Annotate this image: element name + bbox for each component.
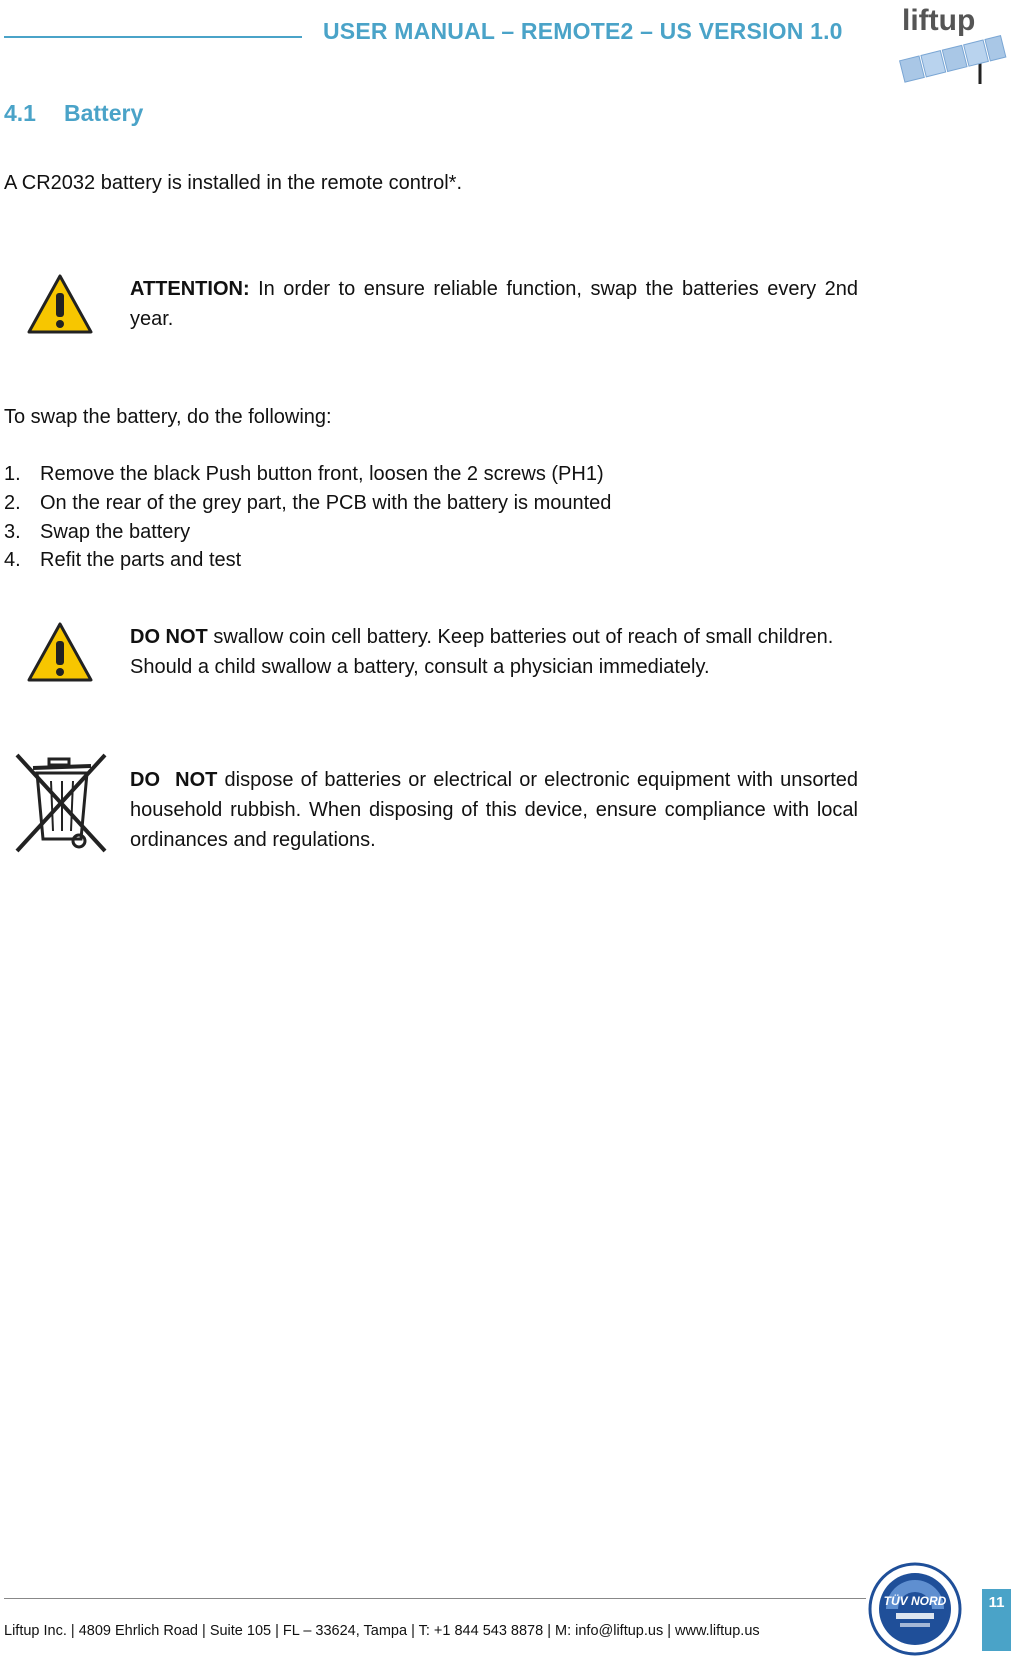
dispose-text: dispose of batteries or electrical or electronic equipment with unsorted household rubbish. When disposing of this device, ensure compliance with local ordinances and regulations. <box>130 769 859 851</box>
disposal-note <box>130 765 858 855</box>
intro-paragraph: A CR2032 battery is installed in the remote control*. <box>4 172 463 194</box>
list-item-number: 4. <box>4 549 21 571</box>
page-number: 11 <box>988 1594 1005 1611</box>
crossed-bin-icon <box>15 753 107 853</box>
swallow-label: DO NOT <box>130 626 208 648</box>
list-item-number: 1. <box>4 463 21 485</box>
attention-label: ATTENTION: <box>130 278 250 300</box>
warning-icon <box>26 621 94 683</box>
list-item-number: 2. <box>4 492 21 514</box>
dispose-label: DO NOT <box>130 769 218 791</box>
cert-label: TÜV NORD <box>883 1594 947 1608</box>
page-header-title: USER MANUAL – REMOTE2 – US VERSION 1.0 <box>323 18 843 44</box>
swallow-warning-note <box>130 622 890 682</box>
footer-contact: Liftup Inc. | 4809 Ehrlich Road | Suite 105 | FL – 33624, Tampa | T: +1 844 543 8878 | M: info@liftup.us | www.liftup.us <box>4 1623 760 1639</box>
section-title: Battery <box>64 100 144 126</box>
attention-text: In order to ensure reliable function, swap the batteries every 2nd year. <box>130 278 858 330</box>
section-number: 4.1 <box>4 100 36 126</box>
header-rule <box>4 36 302 38</box>
list-item: Remove the black Push button front, loosen the 2 screws (PH1) <box>40 463 604 485</box>
warning-icon <box>26 273 94 335</box>
svg-text:liftup: liftup <box>902 4 976 37</box>
steps-intro: To swap the battery, do the following: <box>4 406 332 428</box>
list-item: Swap the battery <box>40 521 191 543</box>
footer-rule <box>4 1598 866 1599</box>
attention-note <box>130 274 858 334</box>
liftup-logo <box>896 0 1008 88</box>
list-item: Refit the parts and test <box>40 549 242 571</box>
tuv-certification-seal <box>866 1561 964 1656</box>
list-item-number: 3. <box>4 521 21 543</box>
list-item: On the rear of the grey part, the PCB with the battery is mounted <box>40 492 612 514</box>
swallow-text: swallow coin cell battery. Keep batteries out of reach of small children. Should a child swallow a battery, consult a physician immediately. <box>130 626 834 678</box>
